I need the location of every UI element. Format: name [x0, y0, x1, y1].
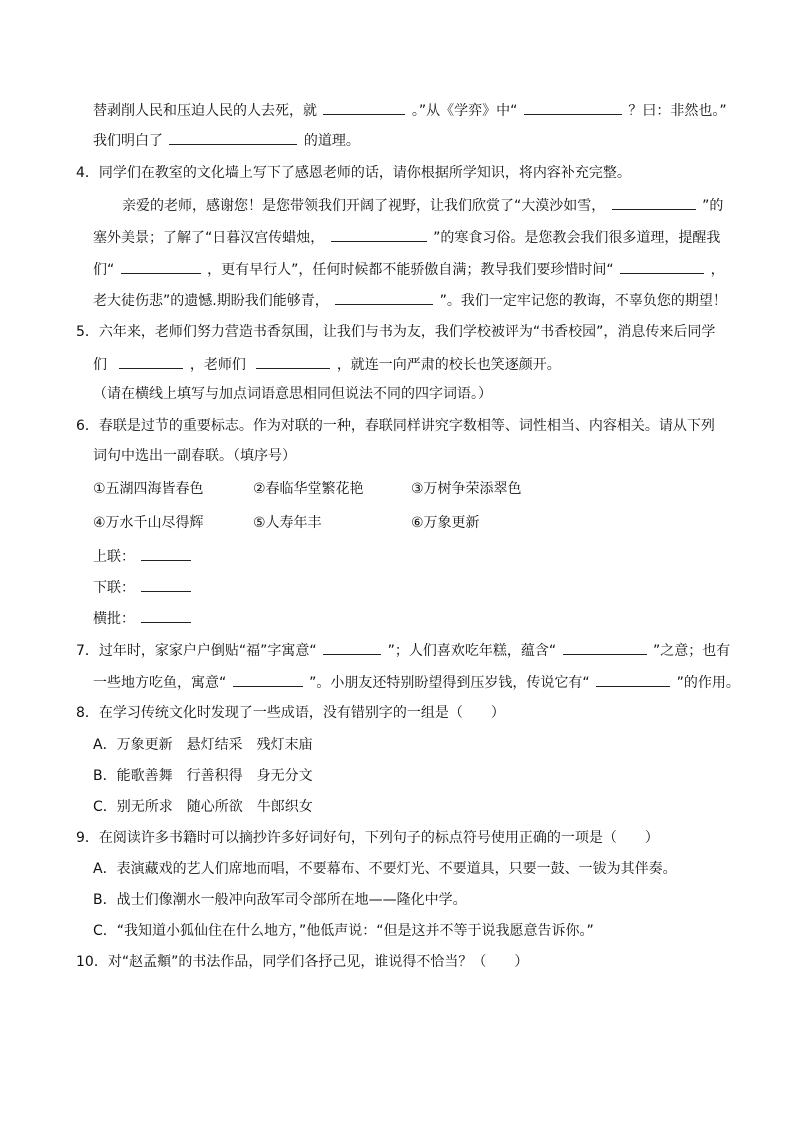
line-text: ”；人们喜欢吃年糕，蕴含“: [387, 643, 557, 659]
question-6-stem: 6．春联是过节的重要标志。作为对联的一种，春联同样讲究字数相等、词性相当、内容相关。请从下列: [76, 418, 715, 434]
question-5-note: （请在横线上填写与加点词语意思相同但说法不同的四字词语。）: [93, 386, 492, 402]
question-6-stem-cont: 词句中选出一副春联。（填序号）: [93, 448, 296, 464]
answer-blank[interactable]: [233, 672, 303, 687]
choice-c[interactable]: C．别无所求 随心所欲 牛郎织女: [93, 799, 313, 815]
answer-blank[interactable]: [141, 577, 191, 592]
text-line: [93, 100, 727, 121]
line-text: 亲爱的老师，感谢您！是您带领我们开阔了视野，让我们欣赏了“大漠沙如雪，: [122, 198, 606, 214]
answer-row: [93, 608, 193, 629]
question-5-stem: 5．六年来，老师们努力营造书香氛围，让我们与书为友，我们学校被评为“书香校园”，消息传来后同学: [76, 324, 716, 340]
line-text: ”。我们一定牢记您的教诲，不辜负您的期望！: [439, 293, 727, 309]
line-text: 的道理。: [303, 133, 360, 149]
answer-blank[interactable]: [323, 640, 381, 655]
choice-a[interactable]: A．万象更新 悬灯结采 残灯末庙: [93, 737, 313, 753]
answer-blank[interactable]: [524, 100, 622, 115]
couplet-option: ⑥万象更新: [411, 515, 480, 531]
text-line: [93, 227, 720, 248]
answer-blank[interactable]: [121, 259, 201, 274]
line-text: 我们明白了: [93, 133, 163, 149]
answer-blank[interactable]: [141, 546, 191, 561]
line-text: ”之意；也有: [653, 643, 731, 659]
text-line: [93, 672, 740, 693]
text-line: [93, 354, 561, 375]
answer-blank[interactable]: [596, 672, 670, 687]
line-text: ”的: [702, 198, 724, 214]
text-line: [122, 195, 723, 216]
text-line: [93, 259, 725, 280]
answer-blank[interactable]: [256, 354, 330, 369]
couplet-option: ②春临华堂繁花艳: [253, 481, 364, 497]
line-text: ”。小朋友还特别盼望得到压岁钱，传说它有“: [309, 675, 590, 691]
couplet-option: ④万水千山尽得辉: [93, 515, 204, 531]
line-text: ”的作用。: [676, 675, 740, 691]
answer-blank[interactable]: [169, 130, 297, 145]
text-line: [93, 290, 727, 311]
line-text: 。”从《学弈》中“: [411, 103, 518, 119]
line-text: 一些地方吃鱼，寓意“: [93, 675, 227, 691]
answer-blank[interactable]: [119, 354, 183, 369]
answer-blank[interactable]: [620, 259, 704, 274]
choice-c[interactable]: C．“我知道小狐仙住在什么地方，”他低声说：“但是这并不等于说我愿意告诉你。”: [93, 923, 594, 939]
answer-blank[interactable]: [563, 640, 647, 655]
text-line: [76, 640, 730, 661]
line-text: 老大徒伤悲”的遗憾.期盼我们能够青，: [93, 293, 329, 309]
line-text: 替剥削人民和压迫人民的人去死，就: [93, 103, 317, 119]
answer-blank[interactable]: [323, 100, 405, 115]
answer-blank[interactable]: [141, 608, 191, 623]
choice-a[interactable]: A．表演藏戏的艺人们席地而唱，不要幕布、不要灯光、不要道具，只要一鼓、一钹为其伴奏。: [93, 861, 677, 877]
question-4-stem: 4．同学们在教室的文化墙上写下了感恩老师的话，请你根据所学知识，将内容补充完整。: [76, 165, 631, 181]
line-text: ，更有早行人”，任何时候都不能骄傲自满；教导我们要珍惜时间“: [207, 262, 614, 278]
upper-line-label: 上联：: [93, 549, 135, 565]
question-8-stem: 8．在学习传统文化时发现了一些成语，没有错别字的一组是（ ）: [76, 705, 505, 721]
line-text: ，: [710, 262, 725, 278]
question-9-stem: 9．在阅读许多书籍时可以摘抄许多好词好句，下列句子的标点符号使用正确的一项是（ ）: [76, 830, 659, 846]
line-text: ”的寒食习俗。是您教会我们很多道理，提醒我: [433, 230, 721, 246]
lower-line-label: 下联：: [93, 580, 135, 596]
line-text: 7．过年时，家家户户倒贴“福”字寓意“: [76, 643, 317, 659]
text-line: [93, 130, 360, 151]
question-10-stem: 10．对“赵孟頫”的书法作品，同学们各抒己见，谁说得不恰当？（ ）: [76, 954, 529, 970]
line-text: 塞外美景；了解了“日暮汉宫传蜡烛，: [93, 230, 325, 246]
choice-b[interactable]: B．战士们像潮水一般冲向敌军司令部所在地——隆化中学。: [93, 892, 467, 908]
choice-b[interactable]: B．能歌善舞 行善积得 身无分文: [93, 768, 313, 784]
line-text: 们“: [93, 262, 115, 278]
answer-blank[interactable]: [331, 227, 427, 242]
line-text: 们: [93, 357, 107, 373]
answer-blank[interactable]: [335, 290, 433, 305]
horizontal-scroll-label: 横批：: [93, 611, 135, 627]
answer-row: [93, 546, 193, 567]
line-text: ？曰：非然也。”: [628, 103, 727, 119]
couplet-option: ⑤人寿年丰: [253, 515, 322, 531]
couplet-option: ①五湖四海皆春色: [93, 481, 204, 497]
couplet-option: ③万树争荣添翠色: [411, 481, 522, 497]
answer-row: [93, 577, 193, 598]
answer-blank[interactable]: [612, 195, 696, 210]
line-text: ，就连一向严肃的校长也笑逐颜开。: [336, 357, 561, 373]
line-text: ，老师们: [189, 357, 246, 373]
